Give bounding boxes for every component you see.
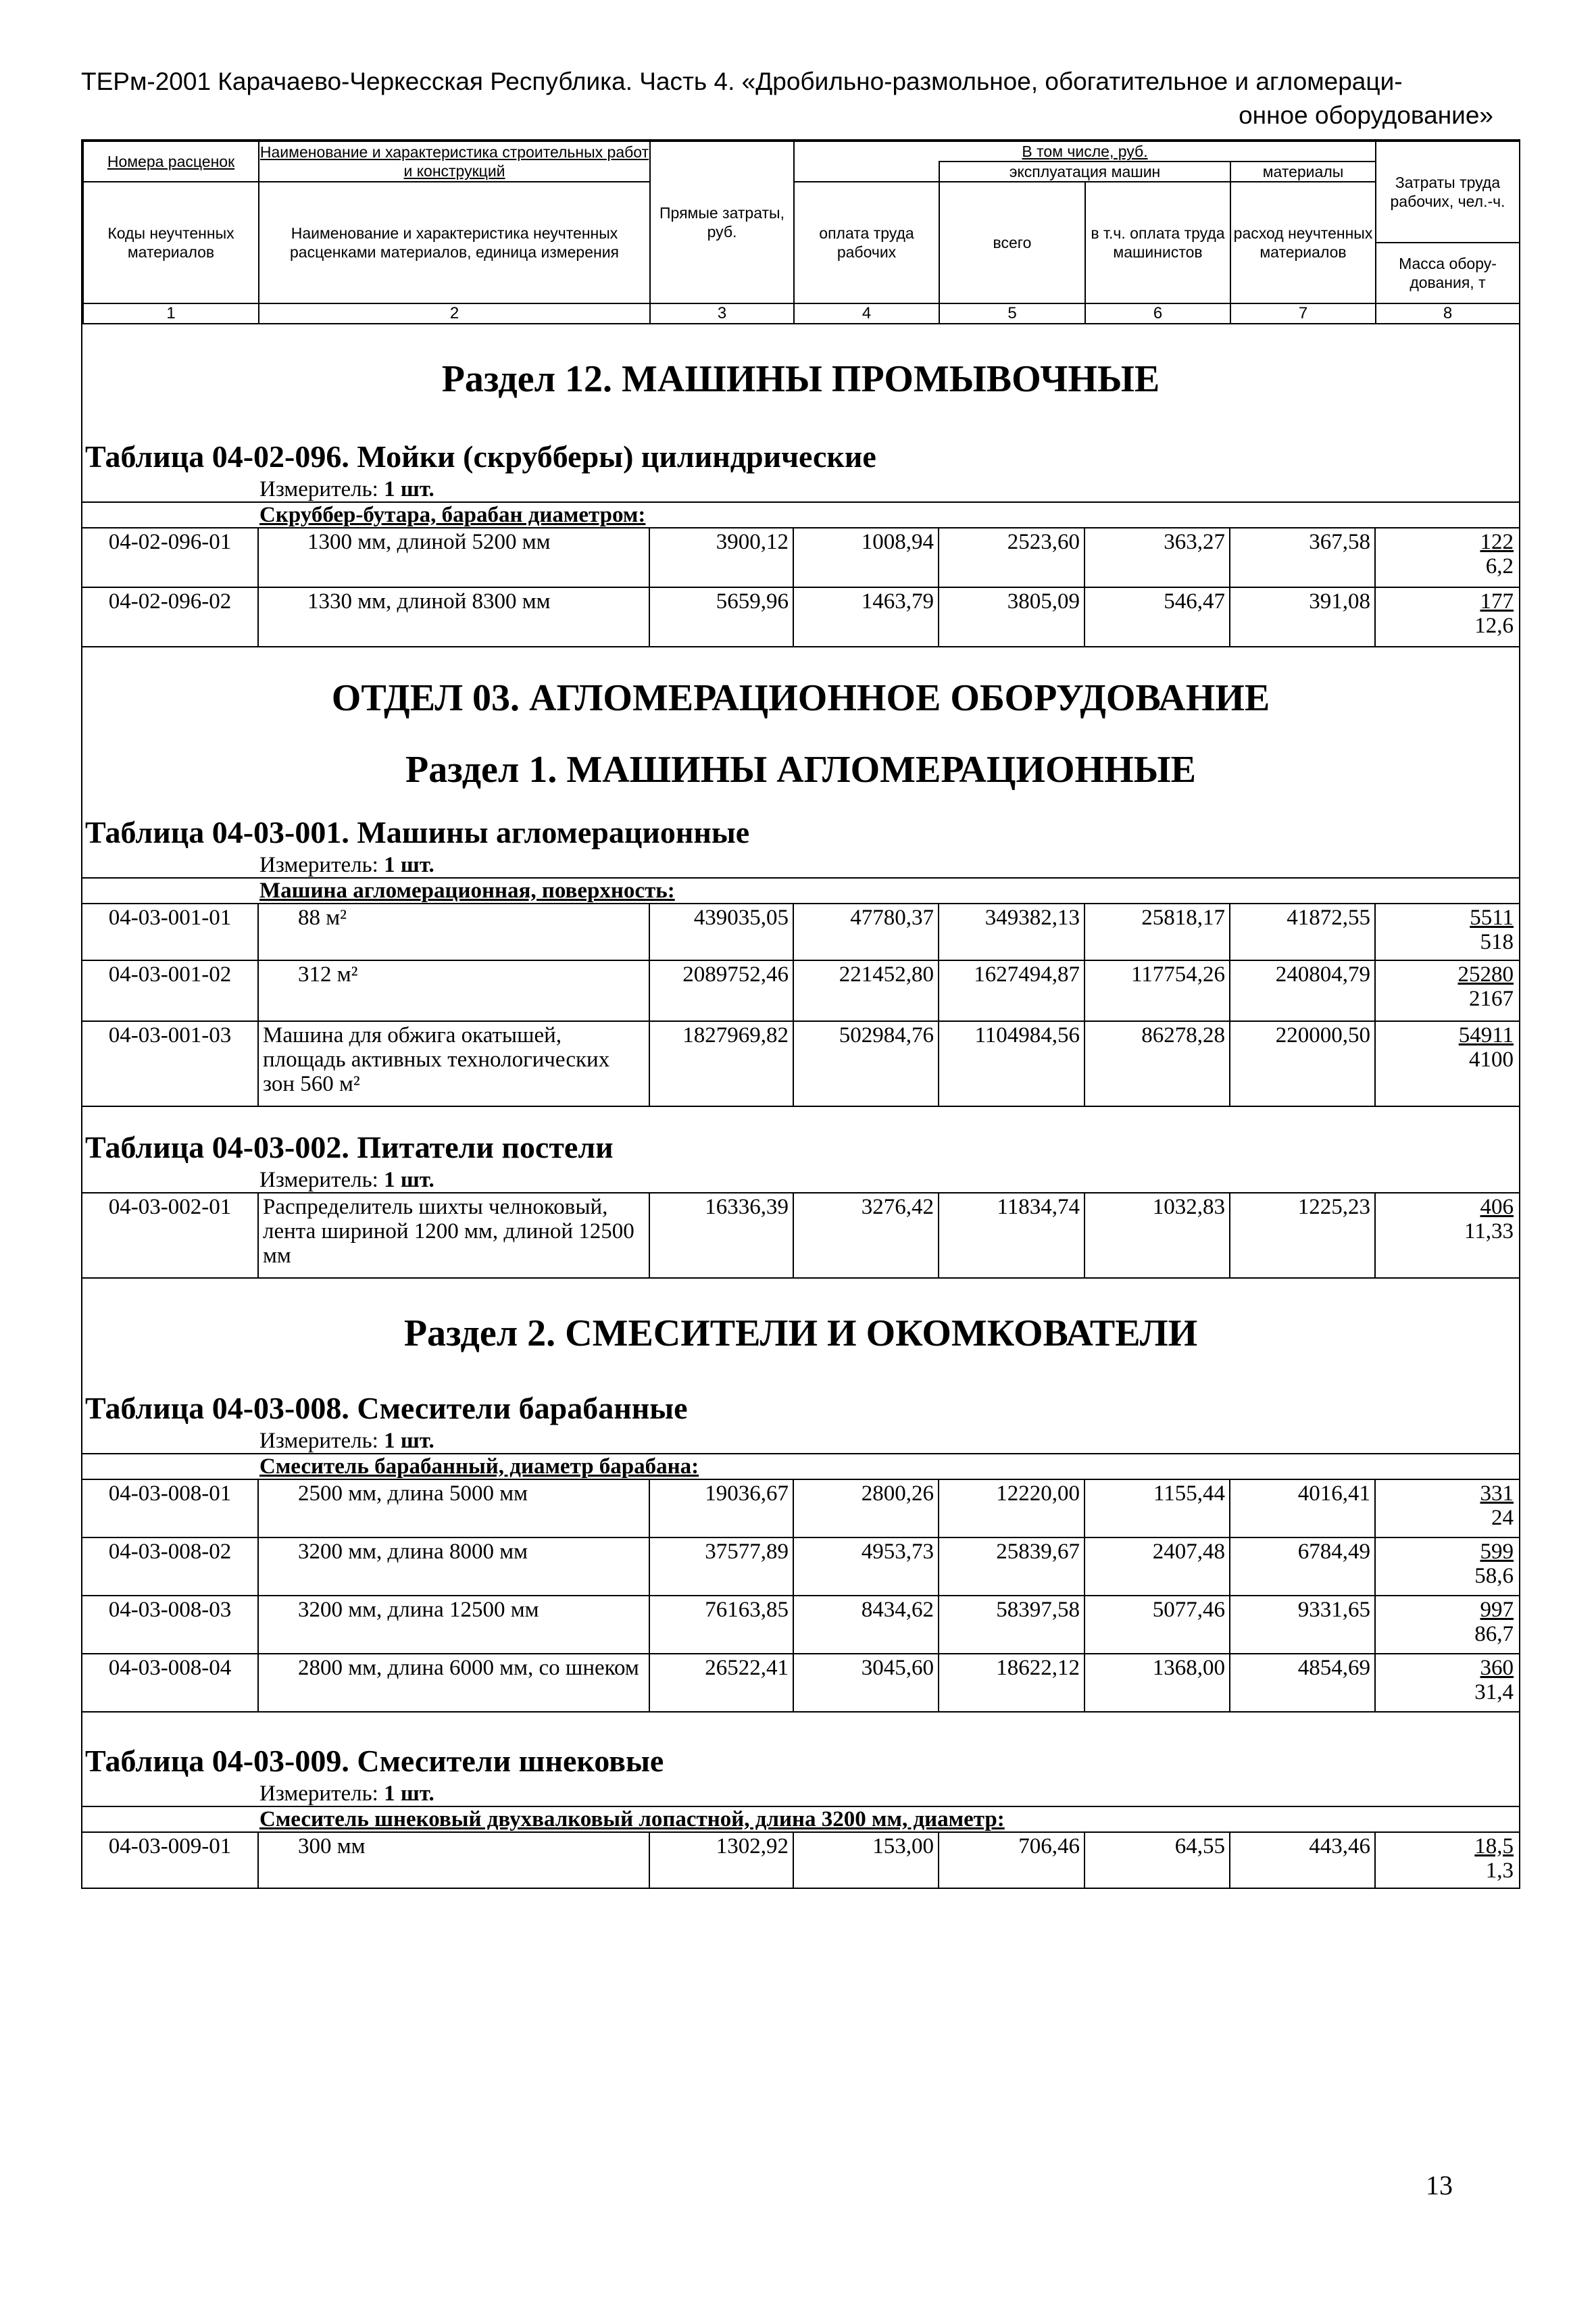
measure-label: Измеритель: (259, 1168, 384, 1192)
col-num: 4 (794, 303, 939, 324)
labor-pay: 47780,37 (793, 904, 939, 960)
direct-costs: 37577,89 (649, 1537, 793, 1596)
labor-hours: 5511 (1470, 906, 1514, 930)
labor-pay: 4953,73 (793, 1537, 939, 1596)
page-number: 13 (1426, 2170, 1453, 2200)
direct-costs: 439035,05 (649, 904, 793, 960)
equipment-mass: 1,3 (1485, 1858, 1514, 1883)
measure-label: Измеритель: (259, 853, 384, 877)
direct-costs: 1302,92 (649, 1832, 793, 1888)
rate-name: 1300 мм, длиной 5200 мм (258, 528, 649, 587)
labor-hours: 18,5 (1474, 1834, 1514, 1858)
col5-header: всего (939, 182, 1085, 303)
machinist-pay: 1155,44 (1084, 1479, 1230, 1537)
col1-bottom-header: Коды неучтенных материалов (83, 182, 259, 303)
labor-hours: 54911 (1458, 1023, 1514, 1048)
mat-header: материалы (1230, 162, 1376, 182)
table-title: Таблица 04-02-096. Мойки (скрубберы) цилиндрические (85, 439, 876, 474)
table-row (82, 960, 1519, 1021)
direct-costs: 26522,41 (649, 1654, 793, 1712)
labor-hours: 177 (1480, 589, 1514, 614)
materials: 220000,50 (1230, 1021, 1375, 1106)
machine-total: 1104984,56 (939, 1021, 1084, 1106)
measure-label: Измеритель: (259, 477, 384, 501)
direct-costs: 1827969,82 (649, 1021, 793, 1106)
equipment-mass: 4100 (1469, 1048, 1514, 1072)
machinist-pay: 1368,00 (1084, 1654, 1230, 1712)
table-row (82, 1479, 1519, 1537)
machinist-pay: 363,27 (1084, 528, 1230, 587)
incl-header: В том числе, руб. (794, 141, 1376, 162)
rates-table (82, 1479, 1519, 1713)
measure-line (82, 1429, 1519, 1453)
measure-line (82, 477, 1519, 501)
col2-top-header: Наименование и характеристика строительных работ и конструкций (259, 141, 650, 182)
section-title: Раздел 12. МАШИНЫ ПРОМЫВОЧНЫЕ (441, 358, 1160, 400)
col-num: 6 (1085, 303, 1230, 324)
rate-name (258, 1654, 649, 1712)
labor-and-mass (1375, 1193, 1519, 1278)
labor-hours: 25280 (1457, 962, 1514, 987)
labor-and-mass (1375, 1021, 1519, 1106)
labor-and-mass (1375, 587, 1519, 647)
section-title: Раздел 1. МАШИНЫ АГЛОМЕРАЦИОННЫЕ (405, 749, 1196, 791)
direct-costs: 3900,12 (649, 528, 793, 587)
measure-line (82, 853, 1519, 877)
table-row (82, 1537, 1519, 1596)
column-header-table (82, 141, 1520, 324)
group-heading: Скруббер-бутара, барабан диаметром: (82, 501, 1519, 527)
labor-and-mass (1375, 528, 1519, 587)
equipment-mass: 2167 (1469, 987, 1514, 1011)
table-row (82, 587, 1519, 647)
rate-code: 04-03-008-02 (82, 1537, 258, 1596)
equipment-mass: 24 (1491, 1506, 1514, 1530)
measure-line (82, 1168, 1519, 1192)
direct-costs: 2089752,46 (649, 960, 793, 1021)
group-heading: Смеситель барабанный, диаметр барабана: (82, 1453, 1519, 1479)
table-title: Таблица 04-03-008. Смесители барабанные (85, 1391, 688, 1425)
table-row (82, 1832, 1519, 1888)
col2-bottom-header: Наименование и характеристика неучтенных расценками материалов, единица измерения (259, 182, 650, 303)
machine-total: 2523,60 (939, 528, 1084, 587)
rate-code: 04-03-008-04 (82, 1654, 258, 1712)
machine-total: 11834,74 (939, 1193, 1084, 1278)
materials: 367,58 (1230, 528, 1375, 587)
col1-top-header: Номера расценок (83, 141, 259, 182)
labor-and-mass (1375, 1654, 1519, 1712)
col7-header: расход неучтенных материалов (1230, 182, 1376, 303)
rate-code: 04-03-009-01 (82, 1832, 258, 1888)
materials: 1225,23 (1230, 1193, 1375, 1278)
labor-and-mass (1375, 960, 1519, 1021)
direct-costs: 19036,67 (649, 1479, 793, 1537)
materials: 443,46 (1230, 1832, 1375, 1888)
measure-line (82, 1781, 1519, 1806)
section-title: Раздел 2. СМЕСИТЕЛИ И ОКОМКОВАТЕЛИ (403, 1312, 1198, 1354)
measure-label: Измеритель: (259, 1429, 384, 1453)
materials: 391,08 (1230, 587, 1375, 647)
machine-total: 12220,00 (939, 1479, 1084, 1537)
direct-costs: 76163,85 (649, 1596, 793, 1654)
equipment-mass: 86,7 (1474, 1622, 1514, 1646)
table-title: Таблица 04-03-009. Смесители шнековые (85, 1744, 664, 1778)
labor-and-mass (1375, 1479, 1519, 1537)
labor-pay: 8434,62 (793, 1596, 939, 1654)
rate-name-text: 2800 мм, длина 6000 мм, со шнеком (298, 1656, 639, 1680)
materials: 41872,55 (1230, 904, 1375, 960)
machine-total: 18622,12 (939, 1654, 1084, 1712)
labor-pay: 2800,26 (793, 1479, 939, 1537)
labor-pay: 221452,80 (793, 960, 939, 1021)
machinist-pay: 25818,17 (1084, 904, 1230, 960)
machine-total: 3805,09 (939, 587, 1084, 647)
col-num: 3 (650, 303, 794, 324)
col-num: 2 (259, 303, 650, 324)
machinist-pay: 2407,48 (1084, 1537, 1230, 1596)
labor-pay: 1008,94 (793, 528, 939, 587)
department-title: ОТДЕЛ 03. АГЛОМЕРАЦИОННОЕ ОБОРУДОВАНИЕ (331, 677, 1270, 719)
measure-value: 1 шт. (384, 1781, 434, 1806)
rate-code: 04-02-096-02 (82, 587, 258, 647)
rate-name: 3200 мм, длина 8000 мм (258, 1537, 649, 1596)
labor-pay: 3276,42 (793, 1193, 939, 1278)
col-num: 8 (1376, 303, 1520, 324)
rate-code: 04-03-008-03 (82, 1596, 258, 1654)
rates-table (82, 903, 1519, 1107)
col8-top-header: Затраты труда рабочих, чел.-ч. (1376, 141, 1520, 243)
equipment-mass: 31,4 (1474, 1680, 1514, 1704)
labor-hours: 599 (1480, 1540, 1514, 1564)
table-title: Таблица 04-03-001. Машины агломерационные (85, 815, 750, 850)
equipment-mass: 58,6 (1474, 1564, 1514, 1588)
group-heading: Смеситель шнековый двухвалковый лопастной, длина 3200 мм, диаметр: (82, 1806, 1519, 1831)
rate-code: 04-03-002-01 (82, 1193, 258, 1278)
table-row (82, 1654, 1519, 1712)
labor-and-mass (1375, 1596, 1519, 1654)
table-title: Таблица 04-03-002. Питатели постели (85, 1130, 614, 1164)
machine-total: 1627494,87 (939, 960, 1084, 1021)
col-num: 5 (939, 303, 1085, 324)
materials: 4854,69 (1230, 1654, 1375, 1712)
header-line-2: онное оборудование» (1239, 101, 1493, 129)
measure-value: 1 шт. (384, 853, 434, 877)
labor-hours: 997 (1480, 1598, 1514, 1622)
labor-and-mass (1375, 1832, 1519, 1888)
rate-code: 04-02-096-01 (82, 528, 258, 587)
rate-name: Распределитель шихты челноковый, лента шириной 1200 мм, длиной 12500 мм (258, 1193, 649, 1278)
rate-name: 3200 мм, длина 12500 мм (258, 1596, 649, 1654)
materials: 4016,41 (1230, 1479, 1375, 1537)
col8-bottom-header: Масса обору-дования, т (1376, 243, 1520, 303)
measure-label: Измеритель: (259, 1781, 384, 1806)
col-num: 1 (83, 303, 259, 324)
labor-and-mass (1375, 904, 1519, 960)
table-row (82, 1021, 1519, 1106)
group-heading: Машина агломерационная, поверхность: (82, 877, 1519, 903)
table-row (82, 1193, 1519, 1278)
estimate-frame (81, 139, 1520, 1889)
rate-name: Машина для обжига окатышей, площадь активных технологических зон 560 м² (258, 1021, 649, 1106)
measure-value: 1 шт. (384, 477, 434, 501)
equipment-mass: 6,2 (1485, 554, 1514, 578)
labor-hours: 406 (1480, 1195, 1514, 1219)
labor-pay: 153,00 (793, 1832, 939, 1888)
materials: 6784,49 (1230, 1537, 1375, 1596)
machinist-pay: 1032,83 (1084, 1193, 1230, 1278)
labor-hours: 122 (1480, 530, 1514, 554)
labor-pay: 502984,76 (793, 1021, 939, 1106)
measure-value: 1 шт. (384, 1168, 434, 1192)
table-row (82, 1596, 1519, 1654)
labor-hours: 331 (1480, 1481, 1514, 1506)
estimate-body (82, 324, 1519, 1888)
rates-table (82, 1192, 1519, 1279)
equipment-mass: 11,33 (1464, 1219, 1514, 1244)
col6-header: в т.ч. оплата труда машинистов (1085, 182, 1230, 303)
rate-name: 2500 мм, длина 5000 мм (258, 1479, 649, 1537)
labor-and-mass (1375, 1537, 1519, 1596)
materials: 240804,79 (1230, 960, 1375, 1021)
labor-hours: 360 (1480, 1656, 1514, 1680)
equipment-mass: 12,6 (1474, 614, 1514, 638)
machine-total: 58397,58 (939, 1596, 1084, 1654)
direct-costs: 5659,96 (649, 587, 793, 647)
machinist-pay: 117754,26 (1084, 960, 1230, 1021)
measure-value: 1 шт. (384, 1429, 434, 1453)
rate-name: 1330 мм, длиной 8300 мм (258, 587, 649, 647)
machine-total: 25839,67 (939, 1537, 1084, 1596)
machine-total: 706,46 (939, 1832, 1084, 1888)
col-num: 7 (1230, 303, 1376, 324)
machinist-pay: 64,55 (1084, 1832, 1230, 1888)
rate-code: 04-03-001-01 (82, 904, 258, 960)
expl-header: эксплуатация машин (939, 162, 1230, 182)
header-line-1: ТЕРм-2001 Карачаево-Черкесская Республика. Часть 4. «Дробильно-размольное, обогатительное и агломераци- (81, 68, 1403, 95)
rate-code: 04-03-008-01 (82, 1479, 258, 1537)
labor-pay: 1463,79 (793, 587, 939, 647)
machinist-pay: 86278,28 (1084, 1021, 1230, 1106)
table-row (82, 904, 1519, 960)
rate-name: 312 м² (258, 960, 649, 1021)
machinist-pay: 546,47 (1084, 587, 1230, 647)
rate-name: 88 м² (258, 904, 649, 960)
materials: 9331,65 (1230, 1596, 1375, 1654)
rates-table (82, 1831, 1519, 1888)
rates-table (82, 527, 1519, 647)
labor-pay: 3045,60 (793, 1654, 939, 1712)
col4-header: оплата труда рабочих (794, 182, 939, 303)
rate-code: 04-03-001-03 (82, 1021, 258, 1106)
rate-name: 300 мм (258, 1832, 649, 1888)
table-row (82, 528, 1519, 587)
page-header (81, 65, 1514, 132)
rate-code: 04-03-001-02 (82, 960, 258, 1021)
col3-header: Прямые затраты, руб. (650, 141, 794, 303)
equipment-mass: 518 (1480, 930, 1514, 954)
machinist-pay: 5077,46 (1084, 1596, 1230, 1654)
machine-total: 349382,13 (939, 904, 1084, 960)
direct-costs: 16336,39 (649, 1193, 793, 1278)
